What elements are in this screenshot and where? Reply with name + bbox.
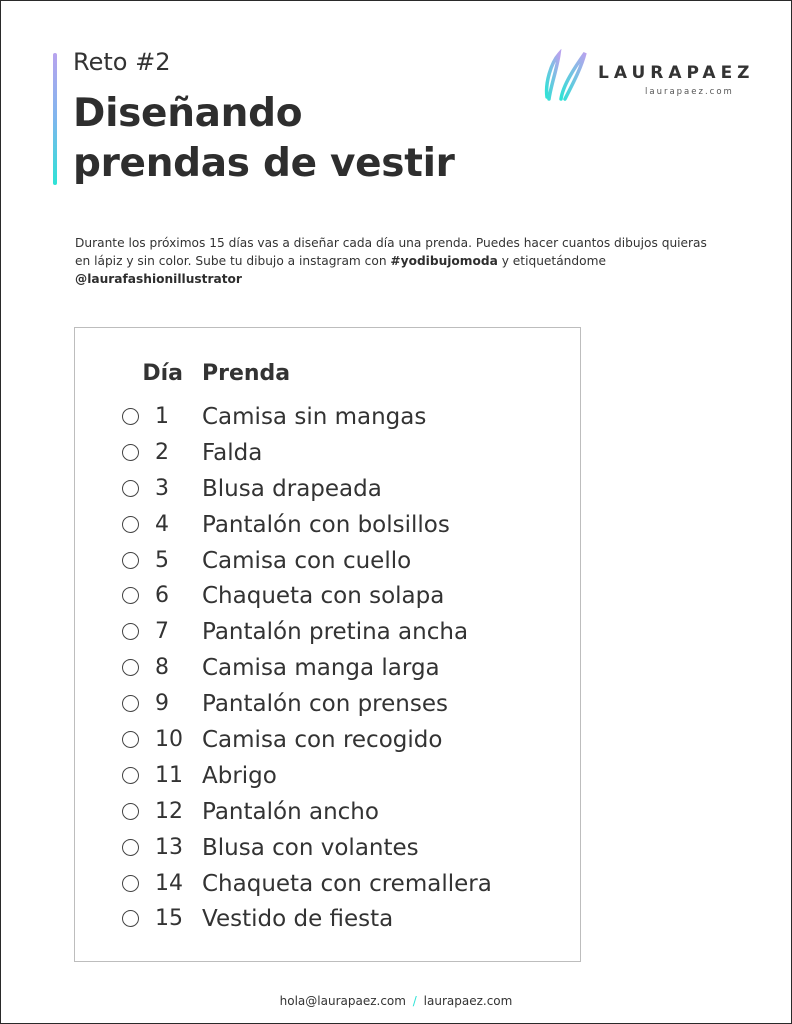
garment-name: Pantalón con bolsillos (202, 511, 450, 538)
day-number: 8 (155, 655, 169, 681)
checkbox-circle[interactable] (122, 444, 139, 461)
day-number: 6 (155, 583, 169, 609)
checklist-row (75, 579, 580, 615)
day-number: 15 (155, 906, 183, 932)
garment-name: Chaqueta con cremallera (202, 870, 492, 897)
checklist-rows (75, 400, 580, 938)
column-header-item: Prenda (202, 361, 291, 386)
day-number: 7 (155, 619, 169, 645)
garment-name: Pantalón con prenses (202, 691, 448, 718)
intro-text: Durante los próximos 15 días vas a diseñar cada día una prenda. Puedes hacer cuantos dibujos quieras en lápiz y sin color. Sube tu dibujo a instagram con (75, 236, 707, 268)
checkbox-circle[interactable] (122, 731, 139, 748)
garment-name: Camisa manga larga (202, 655, 440, 682)
checklist-header (75, 361, 580, 391)
garment-name: Falda (202, 439, 263, 466)
hashtag[interactable]: #yodibujomoda (390, 254, 498, 268)
garment-name: Camisa sin mangas (202, 404, 427, 430)
checklist-row (75, 902, 580, 938)
checklist-row (75, 867, 580, 903)
garment-name: Abrigo (202, 762, 277, 789)
page-title (73, 89, 455, 189)
checklist-row (75, 723, 580, 759)
garment-name: Pantalón pretina ancha (202, 619, 469, 646)
day-number: 12 (155, 798, 183, 824)
garment-name: Blusa con volantes (202, 834, 419, 861)
footer-separator: / (412, 994, 417, 1008)
day-number: 1 (155, 404, 169, 429)
garment-name: Camisa con cuello (202, 547, 412, 574)
day-number: 11 (155, 762, 183, 788)
challenge-subtitle: Reto #2 (73, 48, 171, 76)
logo-name: LAURAPAEZ (598, 63, 755, 83)
garment-name: Chaqueta con solapa (202, 583, 445, 610)
checklist-row (75, 831, 580, 867)
checklist-row (75, 759, 580, 795)
checkbox-circle[interactable] (122, 910, 139, 927)
accent-bar (53, 53, 57, 185)
intro-paragraph (75, 234, 725, 288)
checkbox-circle[interactable] (122, 516, 139, 533)
instagram-handle[interactable]: @laurafashionillustrator (75, 272, 242, 286)
checkbox-circle[interactable] (122, 587, 139, 604)
column-header-day: Día (142, 361, 183, 386)
checkbox-circle[interactable] (122, 408, 139, 425)
checklist-row (75, 400, 580, 436)
logo-url: laurapaez.com (645, 87, 734, 97)
day-number: 2 (155, 439, 169, 465)
checklist-row (75, 687, 580, 723)
title-line-2: prendas de vestir (73, 141, 455, 186)
footer-website[interactable]: laurapaez.com (423, 994, 513, 1008)
logo-mark-icon (541, 49, 589, 103)
checklist-row (75, 651, 580, 687)
checkbox-circle[interactable] (122, 552, 139, 569)
day-number: 10 (155, 727, 183, 753)
title-line-1: Diseñando (73, 91, 303, 136)
checklist-row (75, 615, 580, 651)
day-number: 5 (155, 547, 169, 573)
checkbox-circle[interactable] (122, 875, 139, 892)
day-number: 14 (155, 870, 183, 896)
day-number: 9 (155, 691, 169, 717)
day-number: 13 (155, 834, 183, 860)
checkbox-circle[interactable] (122, 767, 139, 784)
brand-logo (541, 49, 755, 105)
footer (1, 994, 791, 1008)
intro-text-after: y etiquetándome (497, 254, 606, 268)
garment-name: Camisa con recogido (202, 727, 443, 754)
footer-email[interactable]: hola@laurapaez.com (279, 994, 406, 1008)
challenge-checklist (74, 327, 581, 962)
checkbox-circle[interactable] (122, 623, 139, 640)
checkbox-circle[interactable] (122, 695, 139, 712)
checklist-row (75, 544, 580, 580)
checklist-row (75, 795, 580, 831)
garment-name: Blusa drapeada (202, 475, 382, 502)
checkbox-circle[interactable] (122, 839, 139, 856)
checklist-row (75, 436, 580, 472)
checklist-row (75, 472, 580, 508)
day-number: 4 (155, 511, 169, 537)
checklist-row (75, 508, 580, 544)
checkbox-circle[interactable] (122, 803, 139, 820)
garment-name: Vestido de fiesta (202, 906, 394, 933)
garment-name: Pantalón ancho (202, 798, 379, 825)
checkbox-circle[interactable] (122, 480, 139, 497)
checkbox-circle[interactable] (122, 659, 139, 676)
day-number: 3 (155, 475, 169, 501)
